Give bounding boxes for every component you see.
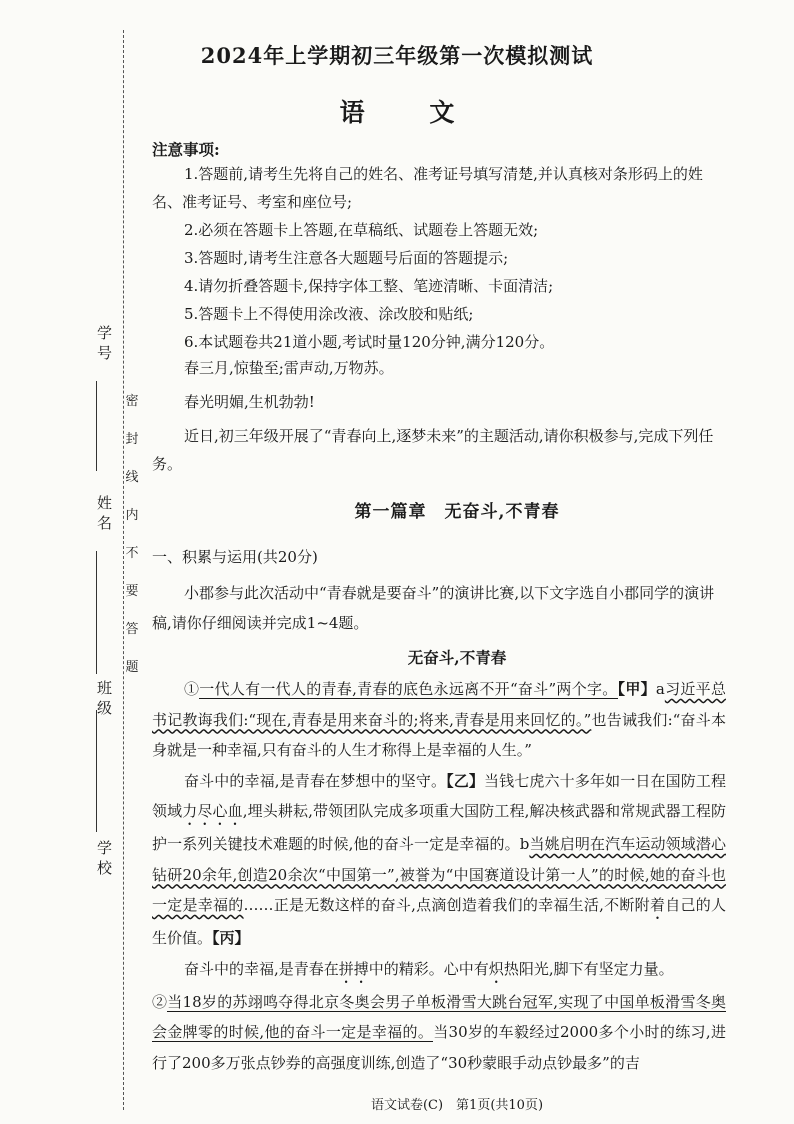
article-body <box>152 674 726 1078</box>
dotted-word: 拼搏 <box>338 959 369 978</box>
position-marker: 【乙】 <box>446 771 485 790</box>
article-text: 奋斗中的幸福,是青春在 <box>184 959 339 978</box>
wavy-underlined-sentence: 当姚启明在汽车运动领域潜心钻研20余年,创造20余次“中国第一”,被誉为“中国赛道设计第一人”的时候,她的奋斗也一定是幸福的 <box>152 835 726 914</box>
notes-heading: 注意事项: <box>152 140 220 159</box>
student-id-label: 学 号 <box>95 325 113 360</box>
chapter-title: 第一篇章 无奋斗,不青春 <box>354 502 560 522</box>
note-item: 5.答题卡上不得使用涂改液、涂改胶和贴纸; <box>184 305 474 323</box>
sentence-marker: b <box>519 835 530 853</box>
name-label: 姓 名 <box>95 495 113 530</box>
article-paragraph <box>152 766 726 954</box>
note-item: 4.请勿折叠答题卡,保持字体工整、笔迹清晰、卡面清洁; <box>184 277 554 295</box>
article-text: ……正是无数这样的奋斗,点滴创造着我们的幸福生活,不断附 <box>243 896 650 914</box>
seal-note-char: 题 <box>125 660 139 675</box>
class-line <box>96 592 97 674</box>
notes-list <box>152 160 726 356</box>
underlined-sentence: 一代人有一代人的青春,青春的底色永远离不开“奋斗”两个字。 <box>199 680 618 698</box>
seal-note-char: 密 <box>125 394 139 409</box>
seal-note-char: 不 <box>125 546 139 561</box>
position-marker: 【甲】 <box>617 680 656 698</box>
article-paragraph <box>152 674 726 766</box>
seal-note-char: 要 <box>125 584 139 599</box>
student-id-line <box>96 381 97 471</box>
exam-title: 2024年上学期初三年级第一次模拟测试 <box>200 43 594 68</box>
seal-note-char: 答 <box>125 622 139 637</box>
article-text: 当30岁的车毅经过2000多个小时的练习,进行了200多万张点钞券的高强度训练,创造了“30秒蒙眼手动点钞最多”的吉 <box>152 1023 726 1072</box>
school-field[interactable] <box>94 840 112 875</box>
subject-title: 语 文 <box>339 98 483 127</box>
article-text: 奋斗中的幸福,是青春在梦想中的坚守。 <box>184 771 447 790</box>
article-text: 中的精彩。心中有 <box>368 959 489 978</box>
article-text: 自己的人生价值。 <box>152 896 726 947</box>
seal-note-char: 封 <box>125 432 139 447</box>
article-paragraph <box>152 954 726 987</box>
article-text: ,埋头耕耘,带领团队完成多项重大国防工程,解决核武器和常规武器工程防护一系列关键技术难题的时候,他的奋斗一定是幸福的。 <box>152 802 726 853</box>
intro-paragraph: 春三月,惊蛰至;雷声动,万物苏。 <box>184 359 394 377</box>
note-item: 3.答题时,请考生注意各大题题号后面的答题提示; <box>184 249 509 267</box>
intro-text <box>152 350 726 484</box>
circled-number: ② <box>152 992 168 1011</box>
section-heading: 一、积累与运用(共20分) <box>152 548 318 566</box>
article-paragraph <box>152 987 726 1079</box>
task-instruction <box>152 578 726 638</box>
school-label: 学 校 <box>95 840 113 875</box>
seal-note-char: 内 <box>125 508 139 523</box>
intro-paragraph: 春光明媚,生机勃勃! <box>184 393 315 411</box>
underlined-sentence: 当18岁的苏翊鸣夺得北京冬奥会男子单板滑雪大跳台冠军,实现了中国单板滑雪冬奥会金牌零的时候,他的奋斗一定是幸福的。 <box>152 992 726 1041</box>
note-item: 名、准考证号、考室和座位号; <box>152 193 353 211</box>
class-label: 班 级 <box>95 680 113 715</box>
dotted-word: 着 <box>649 896 666 914</box>
page-footer: 语文试卷(C) 第1页(共10页) <box>370 1098 544 1113</box>
task-text: 小郡参与此次活动中“青春就是要奋斗”的演讲比赛,以下文字选自小郡同学的演讲稿,请你仔细阅读并完成1~4题。 <box>152 584 715 632</box>
note-item: 6.本试题卷共21道小题,考试时量120分钟,满分120分。 <box>184 333 555 351</box>
sentence-marker: a <box>655 680 665 698</box>
student-id-field[interactable] <box>94 325 112 360</box>
note-item: 1.答题前,请考生先将自己的姓名、准考证号填写清楚,并认真核对条形码上的姓 <box>184 165 703 183</box>
article-text: 热阳光,脚下有坚定力量。 <box>503 959 674 978</box>
school-line <box>96 710 97 832</box>
seal-note-char: 线 <box>125 470 139 485</box>
article-text: 当钱七虎六十多年如一日在国防工程领域 <box>152 771 726 820</box>
intro-paragraph: 近日,初三年级开展了“青春向上,逐梦未来”的主题活动,请你积极参与,完成下列任务。 <box>152 427 714 473</box>
circled-number: ① <box>184 680 200 698</box>
article-title: 无奋斗,不青春 <box>407 648 507 667</box>
article-text: 也告诫我们:“奋斗本身就是一种幸福,只有奋斗的人生才称得上是幸福的人生。” <box>152 710 726 759</box>
dotted-word: 炽 <box>488 959 504 978</box>
note-item: 2.必须在答题卡上答题,在草稿纸、试题卷上答题无效; <box>184 221 539 239</box>
dotted-word: 力尽心血 <box>182 802 243 820</box>
wavy-underlined-sentence: 习近平总书记教诲我们:“现在,青春是用来奋斗的;将来,青春是用来回忆的。” <box>152 680 726 729</box>
position-marker: 【丙】 <box>212 929 250 947</box>
